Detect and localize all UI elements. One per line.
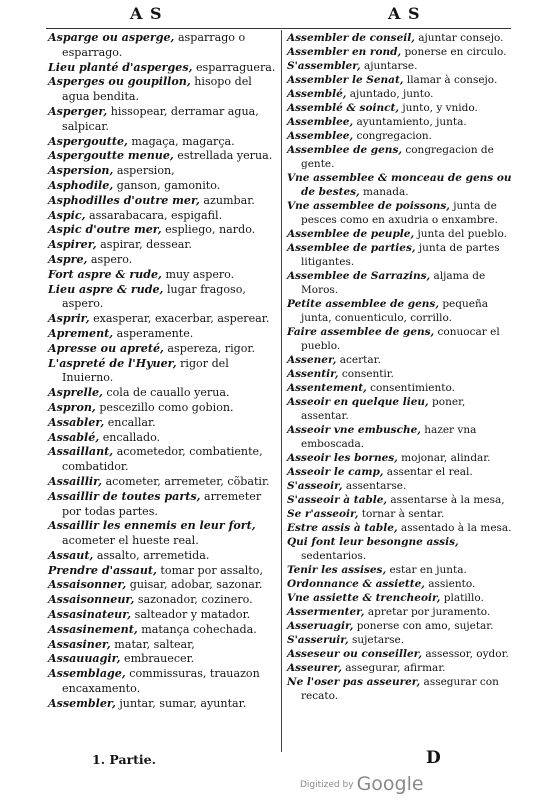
- entry-headword: Assermenter,: [287, 606, 365, 618]
- entry-headword: Aprement,: [48, 326, 114, 340]
- entry-headword: Asperger,: [48, 104, 108, 118]
- entry-translation: espliego, nardo.: [161, 223, 256, 237]
- entry-headword: Asseruagir,: [287, 620, 354, 632]
- entry-translation: estrellada yerua.: [173, 149, 273, 163]
- dictionary-entry: [48, 416, 276, 431]
- entry-headword: Assasinement,: [48, 622, 138, 636]
- entry-translation: acometer, arremeter, cõbatir.: [102, 474, 270, 488]
- dictionary-entry: [48, 401, 276, 416]
- entry-headword: S'asseruir,: [287, 634, 349, 646]
- entry-translation: aljama de Moros.: [301, 270, 486, 296]
- entry-headword: Asseoir vne embusche,: [287, 424, 421, 436]
- entry-translation: asperamente.: [113, 326, 194, 340]
- dictionary-entry: [287, 465, 513, 479]
- dictionary-entry: [287, 73, 513, 87]
- dictionary-entry: [48, 342, 276, 357]
- entry-translation: pescezillo como gobion.: [95, 400, 234, 414]
- entry-headword: Lieu planté d'asperges,: [48, 60, 193, 74]
- entry-translation: junta de pesces como en axudria o enxambre.: [301, 200, 498, 226]
- dictionary-entry: [48, 475, 276, 490]
- dictionary-entry: [48, 431, 276, 446]
- dictionary-entry: [48, 357, 276, 387]
- entry-translation: apretar por juramento.: [364, 606, 491, 618]
- entry-translation: commissuras, trauazon encaxamento.: [62, 667, 260, 696]
- dictionary-entry: [287, 115, 513, 129]
- entry-headword: Apresse ou apreté,: [48, 341, 164, 355]
- entry-translation: matar, saltear,: [110, 637, 195, 651]
- entry-translation: cola de cauallo yerua.: [102, 386, 230, 400]
- entry-headword: Asprelle,: [48, 386, 103, 400]
- dictionary-entry: [48, 31, 276, 61]
- entry-headword: Assauuagir,: [48, 652, 121, 666]
- entry-translation: guisar, adobar, sazonar.: [126, 578, 263, 592]
- entry-translation: acertar.: [336, 354, 381, 366]
- entry-headword: Asperges ou goupillon,: [48, 75, 191, 89]
- entry-translation: junta de partes litigantes.: [301, 242, 500, 268]
- dictionary-entry: [48, 238, 276, 253]
- entry-headword: Asphodile,: [48, 178, 114, 192]
- dictionary-entry: [48, 593, 276, 608]
- dictionary-entry: [287, 241, 513, 269]
- entry-headword: Aspic d'outre mer,: [48, 223, 162, 237]
- entry-headword: Assaillir les ennemis en leur fort,: [48, 519, 256, 533]
- dictionary-entry: [287, 101, 513, 115]
- digitized-watermark: [300, 773, 424, 795]
- entry-translation: llamar à consejo.: [403, 74, 498, 86]
- entry-translation: ajuntarse.: [360, 60, 418, 72]
- entry-translation: aspirar, dessear.: [96, 238, 193, 252]
- dictionary-entry: [287, 325, 513, 353]
- entry-headword: Asseurer,: [287, 662, 342, 674]
- entry-translation: congregacion.: [353, 130, 433, 142]
- entry-translation: assentarse à la mesa,: [387, 494, 505, 506]
- dictionary-entry: [48, 105, 276, 135]
- entry-translation: aspersion,: [113, 164, 175, 178]
- entry-headword: Assaisonneur,: [48, 593, 135, 607]
- dictionary-entry: [48, 194, 276, 209]
- dictionary-entry: [287, 59, 513, 73]
- catchword: D: [426, 748, 441, 768]
- entry-translation: esparraguera.: [192, 60, 276, 74]
- dictionary-entry: [287, 297, 513, 325]
- entry-translation: aspereza, rigor.: [163, 341, 256, 355]
- dictionary-entry: [287, 451, 513, 465]
- dictionary-entry: [287, 633, 513, 647]
- entry-translation: asparrago o esparrago.: [62, 31, 246, 59]
- entry-translation: ayuntamiento, junta.: [353, 116, 467, 128]
- dictionary-entry: [287, 675, 513, 703]
- entry-translation: ajuntado, junto.: [346, 88, 434, 100]
- entry-translation: ponerse en circulo.: [401, 46, 507, 58]
- entry-headword: Aspron,: [48, 400, 96, 414]
- entry-translation: sujetarse.: [348, 634, 405, 646]
- entry-headword: Aspergoutte menue,: [48, 149, 174, 163]
- dictionary-entry: [287, 269, 513, 297]
- entry-headword: Assemblee de peuple,: [287, 228, 415, 240]
- entry-headword: Asphodilles d'outre mer,: [48, 193, 200, 207]
- left-column: [48, 31, 276, 712]
- dictionary-entry: [287, 199, 513, 227]
- entry-translation: sazonador, cozinero.: [134, 593, 253, 607]
- dictionary-entry: [287, 493, 513, 507]
- dictionary-entry: [48, 608, 276, 623]
- dictionary-entry: [287, 647, 513, 661]
- entry-headword: Assembler de conseil,: [287, 32, 415, 44]
- dictionary-entry: [287, 45, 513, 59]
- entry-headword: Assaut,: [48, 548, 94, 562]
- entry-translation: acometer el hueste real.: [62, 534, 199, 548]
- dictionary-entry: [287, 87, 513, 101]
- entry-translation: assentado à la mesa.: [397, 522, 512, 534]
- dictionary-entry: [48, 386, 276, 401]
- entry-translation: encallar.: [104, 415, 156, 429]
- entry-headword: Asseseur ou conseiller,: [287, 648, 423, 660]
- entry-translation: salteador y matador.: [131, 608, 251, 622]
- dictionary-entry: [48, 667, 276, 697]
- dictionary-entry: [48, 75, 276, 105]
- dictionary-entry: [287, 171, 513, 199]
- entry-translation: hazer vna emboscada.: [301, 424, 477, 450]
- entry-translation: manada.: [359, 186, 409, 198]
- entry-headword: Assembler,: [48, 696, 116, 710]
- dictionary-entry: [48, 135, 276, 150]
- entry-translation: lugar fragoso, aspero.: [62, 282, 246, 311]
- dictionary-entry: [287, 143, 513, 171]
- entry-headword: Aspersion,: [48, 164, 114, 178]
- entry-translation: encallado.: [99, 430, 161, 444]
- dictionary-entry: [287, 227, 513, 241]
- dictionary-entry: [287, 367, 513, 381]
- entry-headword: Assemblé & soinct,: [287, 102, 399, 114]
- entry-translation: tornar à sentar.: [358, 508, 445, 520]
- entry-translation: magaça, magarça.: [127, 134, 235, 148]
- dictionary-entry: [48, 623, 276, 638]
- entry-headword: Assaisonner,: [48, 578, 127, 592]
- entry-translation: platillo.: [440, 592, 484, 604]
- entry-headword: Aspirer,: [48, 238, 97, 252]
- dictionary-entry: [287, 479, 513, 493]
- entry-translation: estar en junta.: [386, 564, 467, 576]
- dictionary-entry: [48, 652, 276, 667]
- entry-translation: rigor del Inuierno.: [62, 356, 229, 385]
- dictionary-entry: [287, 661, 513, 675]
- dictionary-entry: [287, 563, 513, 577]
- entry-translation: azumbar.: [199, 193, 255, 207]
- entry-headword: Asseoir en quelque lieu,: [287, 396, 429, 408]
- dictionary-entry: [48, 283, 276, 313]
- dictionary-entry: [287, 577, 513, 591]
- entry-headword: Faire assemblee de gens,: [287, 326, 435, 338]
- header-rule: [46, 28, 511, 29]
- dictionary-entry: [287, 591, 513, 605]
- right-column: [287, 31, 513, 703]
- entry-translation: consentimiento.: [366, 382, 455, 394]
- entry-translation: assentar el real.: [383, 466, 473, 478]
- entry-translation: acometedor, combatiente, combatidor.: [62, 445, 263, 474]
- entry-headword: Assentement,: [287, 382, 367, 394]
- entry-translation: mojonar, alindar.: [397, 452, 491, 464]
- entry-translation: assentarse.: [342, 480, 407, 492]
- entry-headword: Aspergoutte,: [48, 134, 128, 148]
- entry-headword: Asparge ou asperge,: [48, 31, 175, 44]
- entry-translation: junta del pueblo.: [414, 228, 507, 240]
- entry-headword: Assener,: [287, 354, 337, 366]
- dictionary-entry: [48, 179, 276, 194]
- entry-headword: Aspre,: [48, 252, 88, 266]
- entry-translation: congregacion de gente.: [301, 144, 494, 170]
- entry-headword: Assemblee de Sarrazins,: [287, 270, 431, 282]
- entry-headword: S'assembler,: [287, 60, 361, 72]
- entry-headword: Ne l'oser pas asseurer,: [287, 676, 421, 688]
- entry-headword: Assemblee de gens,: [287, 144, 403, 156]
- entry-translation: matança cohechada.: [137, 622, 257, 636]
- entry-headword: Assembler le Senat,: [287, 74, 404, 86]
- entry-translation: hissopear, derramar agua, salpicar.: [62, 104, 259, 133]
- entry-headword: Assablé,: [48, 430, 100, 444]
- dictionary-entry: [48, 61, 276, 76]
- entry-translation: ajuntar consejo.: [414, 32, 504, 44]
- dictionary-entry: [48, 549, 276, 564]
- entry-translation: assarabacara, espigafil.: [85, 208, 223, 222]
- entry-headword: Petite assemblee de gens,: [287, 298, 439, 310]
- entry-headword: Assabler,: [48, 415, 105, 429]
- dictionary-entry: [287, 535, 513, 563]
- entry-translation: poner, assentar.: [301, 396, 466, 422]
- dictionary-entry: [287, 31, 513, 45]
- watermark-small-text: Digitized by: [300, 780, 354, 790]
- entry-translation: conuocar el pueblo.: [301, 326, 500, 352]
- entry-headword: Tenir les assises,: [287, 564, 387, 576]
- entry-translation: aspero.: [87, 252, 133, 266]
- entry-translation: assessor, oydor.: [422, 648, 509, 660]
- dictionary-entry: [48, 164, 276, 179]
- entry-headword: Assemblee de parties,: [287, 242, 416, 254]
- dictionary-entry: [287, 423, 513, 451]
- entry-translation: embrauecer.: [120, 652, 195, 666]
- dictionary-entry: [48, 149, 276, 164]
- entry-headword: Fort aspre & rude,: [48, 267, 162, 281]
- entry-headword: Lieu aspre & rude,: [48, 282, 164, 296]
- entry-headword: Asseoir le camp,: [287, 466, 384, 478]
- running-head-right: A S: [388, 4, 421, 23]
- entry-translation: hisopo del agua bendita.: [62, 75, 252, 104]
- dictionary-entry: [48, 312, 276, 327]
- entry-headword: Assaillir,: [48, 474, 103, 488]
- entry-translation: arremeter por todas partes.: [62, 489, 262, 518]
- dictionary-entry: [48, 253, 276, 268]
- entry-translation: sedentarios.: [301, 550, 367, 562]
- entry-translation: assalto, arremetida.: [93, 548, 210, 562]
- entry-headword: Qui font leur besongne assis,: [287, 536, 459, 548]
- entry-headword: Assembler en rond,: [287, 46, 402, 58]
- entry-translation: assiento.: [424, 578, 476, 590]
- dictionary-entry: [48, 519, 276, 549]
- dictionary-entry: [48, 209, 276, 224]
- entry-headword: S'asseoir,: [287, 480, 343, 492]
- entry-headword: Vne assemblee de poissons,: [287, 200, 450, 212]
- entry-headword: Vne assiette & trencheoir,: [287, 592, 441, 604]
- dictionary-entry: [287, 381, 513, 395]
- dictionary-entry: [48, 223, 276, 238]
- dictionary-entry: [48, 638, 276, 653]
- dictionary-entry: [287, 521, 513, 535]
- entry-translation: exasperar, exacerbar, asperear.: [89, 312, 270, 326]
- dictionary-entry: [287, 507, 513, 521]
- entry-translation: assegurar con recato.: [301, 676, 499, 702]
- entry-headword: Aspic,: [48, 208, 86, 222]
- dictionary-entry: [48, 490, 276, 520]
- entry-headword: Assemblage,: [48, 667, 126, 681]
- entry-translation: ponerse con amo, sujetar.: [353, 620, 494, 632]
- entry-headword: Vne assemblee & monceau de gens ou de bestes,: [287, 172, 512, 198]
- entry-headword: Assasiner,: [48, 637, 111, 651]
- entry-headword: Estre assis à table,: [287, 522, 398, 534]
- entry-headword: Assemblee,: [287, 130, 354, 142]
- entry-headword: Assemblé,: [287, 88, 347, 100]
- entry-translation: tomar por assalto,: [156, 563, 263, 577]
- entry-headword: Prendre d'assaut,: [48, 563, 157, 577]
- entry-translation: assegurar, afirmar.: [341, 662, 446, 674]
- dictionary-entry: [48, 327, 276, 342]
- entry-headword: Assemblee,: [287, 116, 354, 128]
- dictionary-entry: [48, 578, 276, 593]
- dictionary-entry: [287, 395, 513, 423]
- entry-headword: Assaillant,: [48, 445, 114, 459]
- dictionary-entry: [287, 619, 513, 633]
- dictionary-entry: [287, 605, 513, 619]
- entry-headword: Assentir,: [287, 368, 339, 380]
- dictionary-entry: [287, 353, 513, 367]
- dictionary-entry: [48, 445, 276, 475]
- entry-headword: Assasinateur,: [48, 608, 132, 622]
- dictionary-entry: [48, 268, 276, 283]
- google-logo: Google: [356, 773, 424, 795]
- entry-headword: Ordonnance & assiette,: [287, 578, 425, 590]
- dictionary-entry: [287, 129, 513, 143]
- entry-translation: muy aspero.: [161, 267, 235, 281]
- entry-headword: S'asseoir à table,: [287, 494, 388, 506]
- entry-headword: Asseoir les bornes,: [287, 452, 398, 464]
- entry-headword: Se r'asseoir,: [287, 508, 359, 520]
- entry-translation: juntar, sumar, ayuntar.: [115, 696, 247, 710]
- running-head-left: A S: [130, 4, 163, 23]
- entry-translation: junto, y vnido.: [399, 102, 478, 114]
- dictionary-entry: [48, 697, 276, 712]
- entry-headword: Assaillir de toutes parts,: [48, 489, 201, 503]
- entry-headword: L'aspreté de l'Hyuer,: [48, 356, 177, 370]
- entry-translation: pequeña junta, conuenticulo, corrillo.: [301, 298, 488, 324]
- entry-translation: consentir.: [338, 368, 394, 380]
- dictionary-entry: [48, 564, 276, 579]
- entry-headword: Asprir,: [48, 312, 90, 326]
- column-divider: [281, 30, 282, 752]
- entry-translation: ganson, gamonito.: [113, 178, 221, 192]
- signature-mark: 1. Partie.: [92, 752, 156, 767]
